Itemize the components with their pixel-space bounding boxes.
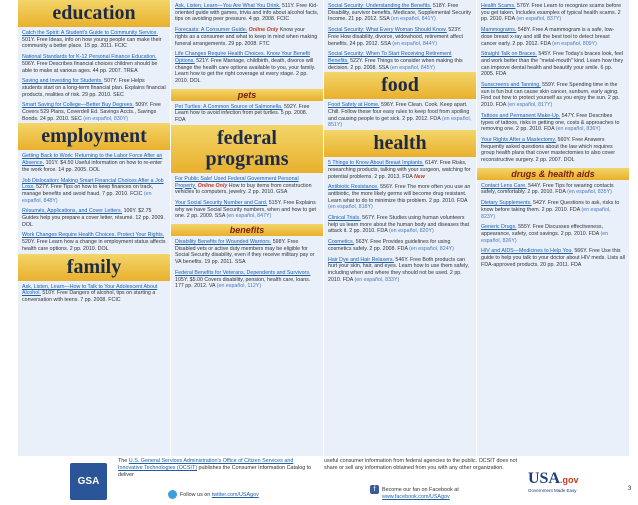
- entry-title-link[interactable]: Ask, Listen, Learn—You Are What You Drink.: [175, 3, 281, 9]
- entry-description: 548Y. Free A mammogram is a safe, low-dose breast x-ray and still the best tool to detect breast cancer early. 2 pp. 2012. FDA: [481, 27, 615, 47]
- entry-title-link[interactable]: Résumés, Applications, and Cover Letters.: [22, 208, 123, 215]
- gsa-logo: GSA: [70, 463, 107, 500]
- catalog-entry: [481, 51, 625, 78]
- entry-description: 106Y. $2.75 Guides help you prepare a cover letter, résumé. 12 pp. 2009. DOL: [22, 208, 165, 228]
- entry-description: 546Y. Free Both products can hurt your skin, hair, and eyes. Learn how to use them safely, including when and where they should not be used. 2 pp. 2010. FDA: [328, 256, 469, 283]
- entry-spanish-edition: (en español, 841Y): [391, 16, 436, 23]
- catalog-entry: [175, 51, 319, 85]
- catalog-entry: [22, 102, 166, 122]
- page-number: 3: [628, 486, 632, 492]
- twitter-line: [168, 490, 308, 499]
- entry-description: 521Y. Free Marriage, childbirth, death, divorce will change the health care options available to you, your family. Learn how to get the right coverage at every stage. 2 pp. 2010. DOL: [175, 57, 316, 85]
- food-list: [328, 102, 472, 129]
- catalog-entry: [175, 239, 319, 266]
- federal-programs-header: [171, 125, 323, 173]
- entry-title-link[interactable]: Work Changes Require Health Choices. Protect Your Rights.: [22, 232, 165, 239]
- twitter-link[interactable]: twitter.com/USAgov: [211, 491, 259, 498]
- family-list: [22, 284, 166, 304]
- entry-description: 567Y. Free Studies using human volunteers help us learn more about the human body and diseases that attack it. 2 pp. 2010. FDA: [328, 215, 470, 235]
- entry-title-link[interactable]: Straight Talk on Braces.: [481, 51, 537, 58]
- entry-description: 506Y. Free Describes financial choices children should be able to make at various ages. 44 pp. 2007. TREA: [22, 60, 158, 74]
- gsa-description: [118, 458, 318, 478]
- entry-title-link[interactable]: Your Rights After a Mastectomy.: [481, 136, 557, 143]
- entry-description: 544Y. Free Tips for wearing contacts safely, comfortably. 2 pp. 2010. FDA: [481, 182, 614, 196]
- entry-title-link[interactable]: For Public Sale! Used Federal Government Personal Property.: [175, 175, 299, 189]
- usagov-logo-usa: USA: [528, 470, 561, 487]
- entry-spanish-edition: (en español, 830Y): [83, 115, 129, 122]
- catalog-entry: [481, 82, 625, 109]
- entry-description: 614Y. Free Risks, researching products, talking with your surgeon, watching for potential problems. 2 pp. 2013. FDA: [328, 160, 471, 180]
- entry-description: 509Y. Free Covers 529 Plans, Coverdell Ed. Savings Accts., Savings Bonds. 24 pp. 2010. SEC: [22, 102, 161, 122]
- benefits-list: [175, 239, 319, 290]
- entry-title-link[interactable]: Federal Benefits for Veterans, Dependents and Survivors.: [175, 269, 311, 276]
- catalog-entry: [328, 257, 472, 284]
- entry-title-link[interactable]: Clinical Trials.: [328, 215, 361, 222]
- catalog-entry: [481, 27, 625, 47]
- pets-list: [175, 104, 319, 124]
- federal-header-line-2: programs: [205, 147, 289, 170]
- entry-description: 527Y. Free Tips on how to keep finances on track, manage benefits and avoid fraud. 7 pp. 2010. FCIC: [22, 184, 154, 197]
- entry-title-link[interactable]: Dietary Supplements.: [481, 200, 532, 207]
- entry-spanish-edition: (en español, 818Y): [328, 204, 373, 211]
- employment-list: [22, 153, 166, 252]
- entry-description: 596Y. Free Clean. Cook. Keep apart. Chill. Follow these four easy rules to keep food from spoiling and causing people to get sick. 2 pp. 2012. FDA: [328, 102, 470, 122]
- facebook-line-1: Become our fan on Facebook at: [382, 486, 459, 493]
- entry-spanish-edition: (en español, 833Y): [354, 276, 400, 283]
- entry-description: 545Y. Free Today's braces look, feel and work better than the "metal-mouth" kind. Learn how they can improve dental health and beautify your smile. 6 pp. 2005. FDA: [481, 51, 624, 78]
- ocsit-statement: useful consumer information from federal agencies to the public. OCSIT does not share or sell any information obtained from you with any other organization.: [324, 458, 518, 471]
- benefits-header: benefits: [171, 224, 323, 236]
- drugs-header: drugs & health aids: [477, 168, 629, 180]
- usagov-logo: [528, 470, 608, 494]
- entry-title-link[interactable]: Social Security: When To Start Receiving Retirement Benefits.: [328, 51, 452, 64]
- entry-spanish-edition: (en español, 823Y): [481, 206, 611, 220]
- entry-spanish-edition: (en español, 848Y): [22, 190, 152, 204]
- column-3-top-list: [328, 3, 472, 71]
- entry-spanish-edition: (en español, 112Y): [216, 283, 262, 290]
- entry-title-link[interactable]: 5 Things to Know About Breast Implants.: [328, 160, 424, 167]
- catalog-entry: [328, 3, 472, 23]
- gsa-link[interactable]: U.S. General Services Administration's Office of Citizen Services and Innovative Technologies (OCSIT): [118, 458, 294, 471]
- entry-description: 563Y. Free Provides guidelines for using cosmetics safely. 2 pp. 2008. FDA: [328, 239, 451, 252]
- catalog-entry: [22, 284, 166, 304]
- catalog-entry: [328, 102, 472, 129]
- entry-title-link[interactable]: Mammograms.: [481, 27, 517, 34]
- catalog-entry: [22, 232, 166, 252]
- column-2: [171, 0, 323, 456]
- column-4-top-list: [481, 3, 625, 164]
- entry-description: 555Y. Free Discusses effectiveness, appearance, safety, cost savings. 2 pp. 2010. FDA: [481, 224, 603, 237]
- entry-description: 566Y. Free Use this guide to help you talk to your doctor about HIV meds. Lists all FDA-approved products. 20 pp. 2011. FDA: [481, 248, 625, 268]
- entry-spanish-edition: (en español, 826Y): [481, 230, 609, 244]
- usagov-logo-gov: .gov: [560, 475, 579, 485]
- entry-highlight: Online Only: [197, 182, 228, 189]
- entry-description: 105Y. $5.00 Covers disability, pension, health care, loans. 177 pp. 2012. VA: [175, 276, 311, 290]
- entry-title-link[interactable]: Health Scams.: [481, 3, 516, 9]
- health-list: [328, 160, 472, 283]
- entry-spanish-edition: (en español, 817Y): [507, 102, 553, 109]
- catalog-entry: [481, 3, 625, 23]
- catalog-entry: [328, 27, 472, 47]
- entry-description: 556Y. Free The more often you use an antibiotic, the more likely germs will become drug resistant. Learn what to do to minimize this problem. 2 pp. 2010. FDA: [328, 184, 471, 204]
- entry-spanish-edition: (en español, 835Y): [567, 189, 612, 196]
- entry-spanish-edition: (en español, 837Y): [516, 16, 562, 23]
- catalog-entry: [175, 270, 319, 290]
- entry-highlight: Online Only: [248, 27, 279, 34]
- column-1: [18, 0, 170, 456]
- catalog-entry: [328, 239, 472, 252]
- catalog-entry: [481, 200, 625, 220]
- twitter-icon: [168, 490, 177, 499]
- family-header: family: [18, 254, 170, 281]
- catalog-entry: [175, 3, 319, 23]
- twitter-prefix: Follow us on: [180, 491, 212, 498]
- entry-description: 523Y. Free How disability, divorce, widowhood, retirement affect benefits. 24 pp. 2012. SSA: [328, 27, 463, 47]
- entry-title-link[interactable]: Social Security: What Every Woman Should Know.: [328, 27, 447, 34]
- entry-highlight: New: [413, 173, 425, 180]
- catalog-entry: [328, 184, 472, 211]
- entry-description: 510Y. Free Dangers of alcohol, tips on starting a conversation with teens. 7 pp. 2008. FCIC: [22, 290, 156, 303]
- catalog-entry: [175, 176, 319, 196]
- catalog-entry: [22, 54, 166, 74]
- entry-description: 520Y. Free Learn how a change in employment status affects health care options. 2 pp. 2010. DOL: [22, 239, 166, 252]
- entry-title-link[interactable]: National Standards for K-12 Personal Finance Education.: [22, 54, 157, 61]
- entry-description: 576Y. Free Learn to recognize scams before you get taken. Includes examples of typical health scams. 2 pp. 2010. FDA: [481, 3, 622, 23]
- education-list: [22, 30, 166, 122]
- entry-description: 515Y. Free Explains why we have Social Security numbers, when and how to get one. 2 pp. 2009. SSA: [175, 199, 317, 220]
- entry-title-link[interactable]: Life Changes Require Health Choices. Know Your Benefit Options.: [175, 51, 310, 64]
- entry-description: 559Y. Free Spending time in the sun is fun but can cause skin cancer, sunburn, early aging. Find out how to protect yourself as you enjoy the sun. 2 pp. 2010. FDA: [481, 82, 620, 109]
- entry-title-link[interactable]: Ask, Listen, Learn—How to Talk to Your Adolescent About Alcohol.: [22, 283, 158, 297]
- health-header: health: [324, 130, 476, 157]
- catalog-entry: [481, 113, 625, 133]
- entry-title-link[interactable]: Sunscreens and Tanning.: [481, 82, 541, 89]
- entry-title-link[interactable]: Forecasts: A Consumer Guide.: [175, 27, 248, 34]
- facebook-block: [370, 485, 520, 501]
- entry-description: 598Y. Free Disabled vets or active duty members may be eligible for Social Security disability, even if they receive military pay or VA benefits. 19 pp. 2011. SSA: [175, 239, 315, 266]
- entry-spanish-edition: (en español, 809Y): [552, 40, 597, 47]
- facebook-link[interactable]: www.facebook.com/USAgov: [382, 494, 450, 500]
- entry-title-link[interactable]: Generic Drugs.: [481, 224, 517, 231]
- catalog-entry: [22, 208, 166, 228]
- federal-list: [175, 176, 319, 220]
- entry-title-link[interactable]: Job Dislocation: Making Smart Financial Choices After a Job Loss.: [22, 177, 164, 191]
- gsa-rest: publishes the Consumer Information Catalog to deliver: [118, 464, 312, 478]
- federal-header-line-1: federal: [217, 126, 277, 149]
- catalog-entry: [22, 178, 166, 205]
- catalog-entry: [22, 78, 166, 98]
- entry-title-link[interactable]: Pet Turtles: A Common Source of Salmonella.: [175, 103, 283, 110]
- pets-header: pets: [171, 89, 323, 101]
- catalog-entry: [481, 183, 625, 196]
- entry-description: 592Y. Free Learn how to avoid infection from pet turtles. 5 pp. 2008. FDA: [175, 103, 310, 124]
- catalog-entry: [481, 137, 625, 164]
- footer: [18, 456, 632, 505]
- entry-title-link[interactable]: Saving and Investing for Students.: [22, 78, 103, 85]
- entry-title-link[interactable]: Contact Lens Care.: [481, 182, 527, 189]
- usagov-tagline: Government Made Easy: [528, 488, 577, 493]
- entry-title-link[interactable]: Hair Dye and Hair Relaxers.: [328, 256, 394, 263]
- entry-description: 547Y. Free Describes types of tattoos, risks in getting one, costs & approaches to removing one. 2 pp. 2010. FDA: [481, 112, 620, 133]
- entry-description: 511Y. Free Kid-oriented guide with games, trivia and info about alcohol facts, tips on avoiding peer pressure. 4 pp. 2008. FCIC: [175, 3, 319, 23]
- entry-description: 522Y. Free Things to consider when making this decision. 2 pp. 2008. SSA: [328, 57, 463, 71]
- food-header: food: [324, 72, 476, 99]
- catalog-entry: [175, 27, 319, 47]
- entry-title-link[interactable]: Getting Back to Work: Returning to the Labor Force After an Absence.: [22, 153, 163, 167]
- entry-title-link[interactable]: Food Safety at Home.: [328, 102, 380, 109]
- education-header: education: [18, 0, 170, 27]
- entry-title-link[interactable]: Catch the Spirit: A Student's Guide to Community Service.: [22, 30, 158, 36]
- catalog-entry: [175, 104, 319, 124]
- column-3: [324, 0, 476, 456]
- gsa-intro: The: [118, 458, 129, 464]
- catalog-entry: [22, 153, 166, 173]
- column-2-top-list: [175, 3, 319, 85]
- entry-description-cont: Know your rights as a consumer and what to keep in mind when making funeral arrangements. 29 pp. 2008. FTC: [175, 27, 318, 47]
- catalog-entry: [328, 51, 472, 71]
- entry-description: 101Y. $4.50 Useful information on how to re-enter the work force. 14 pp. 2005. DOL: [22, 160, 163, 173]
- employment-header: employment: [18, 123, 170, 150]
- entry-spanish-edition: (en español, 824Y): [409, 245, 454, 252]
- entry-description: 518Y. Free Disability, survivor benefits, Medicare, Supplemental Security Income. 21 pp. 2012. SSA: [328, 3, 471, 23]
- catalog-entry: [328, 215, 472, 235]
- entry-description-cont: How to buy items from construction vehicles to computers, jewelry. 2 pp. 2010. GSA: [175, 182, 312, 196]
- entry-title-link[interactable]: Antibiotic Resistance.: [328, 184, 379, 191]
- entry-spanish-edition: (en español, 845Y): [390, 64, 435, 71]
- entry-title-link[interactable]: Your Social Security Number and Card.: [175, 199, 268, 206]
- catalog-entry: [481, 248, 625, 268]
- column-4: [477, 0, 629, 456]
- entry-spanish-edition: (en español, 851Y): [328, 115, 472, 129]
- entry-title-link[interactable]: Cosmetics.: [328, 239, 355, 246]
- facebook-icon: f: [370, 485, 379, 494]
- entry-description: 560Y. Free Answers frequently asked questions about the law which requires group health plans that cover mastectomies to also cover reconstructive surgery. 2 pp. 2007. DOL: [481, 136, 615, 164]
- entry-title-link[interactable]: Social Security: Understanding the Benefits.: [328, 3, 432, 9]
- catalog-entry: [481, 224, 625, 244]
- entry-spanish-edition: (en español, 820Y): [388, 228, 434, 235]
- entry-description: 507Y. Free Helps students start on a long-term financial plan. Explains financial products, realities of risk. 29 pp. 2010. SEC: [22, 78, 166, 98]
- entry-title-link[interactable]: Tattoos and Permanent Make-Up.: [481, 112, 561, 119]
- entry-spanish-edition: (en español, 836Y): [555, 126, 601, 133]
- catalog-entry: [328, 160, 472, 180]
- entry-title-link[interactable]: Disability Benefits for Wounded Warriors.: [175, 239, 272, 246]
- entry-title-link[interactable]: HIV and AIDS—Medicines to Help You.: [481, 248, 573, 255]
- entry-description: 542Y. Free Questions to ask, risks to know before taking them. 2 pp. 2010. FDA: [481, 200, 620, 213]
- entry-spanish-edition: (en español, 847Y): [226, 213, 272, 220]
- entry-description: 501Y. Free Ideas, info on how young people can make their community a better place. 15 pp. 2011. FCIC: [22, 36, 162, 50]
- drugs-list: [481, 183, 625, 269]
- catalog-entry: [22, 30, 166, 50]
- catalog-entry: [175, 200, 319, 220]
- entry-spanish-edition: (en español, 844Y): [392, 40, 437, 47]
- entry-title-link[interactable]: Smart Saving for College—Better Buy Degrees.: [22, 102, 134, 109]
